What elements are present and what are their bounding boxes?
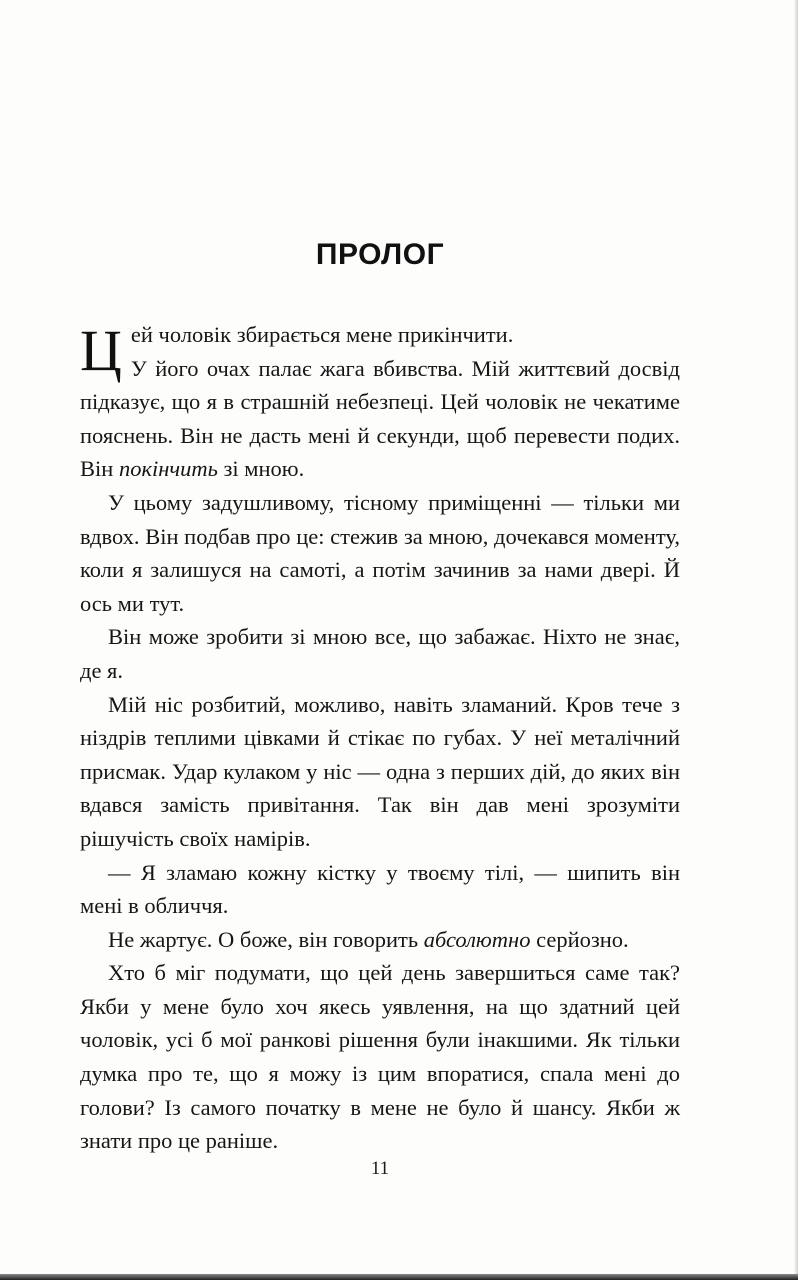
paragraph: [80, 352, 680, 486]
paragraph: [80, 956, 680, 1158]
paragraph: [80, 486, 680, 620]
text-run: серйозно.: [530, 926, 629, 952]
drop-cap: Ц: [80, 318, 122, 383]
chapter-title: ПРОЛОГ: [315, 238, 445, 271]
text-run: Мій ніс розбитий, можливо, навіть зламаний. Кров тече з ніздрів теплими цівками й стікає по губах. У неї металічний присмак. Удар кулаком у ніс — одна з перших дій, до яких він вдався замість привітання. Так він дав мені зрозуміти рішучість своїх намірів.: [80, 691, 680, 851]
text-run: У його очах палає жага вбивства. Мій життєвий досвід підказує, що я в страшній небезпеці. Цей чоловік не чекатиме пояснень. Він не дасть мені й секунди, щоб перевести подих. Він: [80, 355, 680, 482]
text-run: У цьому задушливому, тісному приміщенні — тільки ми вдвох. Він подбав про це: стежив за мною, дочекався моменту, коли я залишуся на самоті, а потім зачинив за нами двері. Й ось ми тут.: [80, 489, 680, 616]
paragraph: [80, 318, 680, 352]
text-run: зі мною.: [217, 456, 305, 482]
text-run: Не жартує. О боже, він говорить: [108, 926, 424, 952]
text-run: Він може зробити зі мною все, що забажає. Ніхто не знає, де я.: [80, 624, 680, 683]
text-run: — Я зламаю кожну кістку у твоєму тілі, — шипить він мені в обличчя.: [80, 859, 680, 919]
paragraph: [80, 688, 680, 856]
page-content: [80, 0, 680, 1158]
italic-text-run: абсолютно: [423, 926, 531, 952]
scan-edge-bottom: [0, 1274, 798, 1280]
text-run: ей чоловік збирається мене прикінчити.: [130, 322, 514, 347]
body-text: [80, 318, 680, 1158]
paragraph: [80, 620, 680, 687]
italic-text-run: покінчить: [118, 456, 218, 482]
paragraph: [80, 856, 680, 923]
scan-edge-right: [794, 0, 798, 1280]
text-run: Хто б міг подумати, що цей день завершиться саме так? Якби у мене було хоч якесь уявлення, на що здатний цей чоловік, усі б мої ранкові рішення були інакшими. Як тільки думка про те, що я можу із цим впоратися, спала мені до голови? Із самого початку в мене не було й шансу. Якби ж знати про це раніше.: [80, 960, 680, 1154]
paragraph: [80, 923, 680, 957]
page-number: 11: [370, 1158, 390, 1179]
